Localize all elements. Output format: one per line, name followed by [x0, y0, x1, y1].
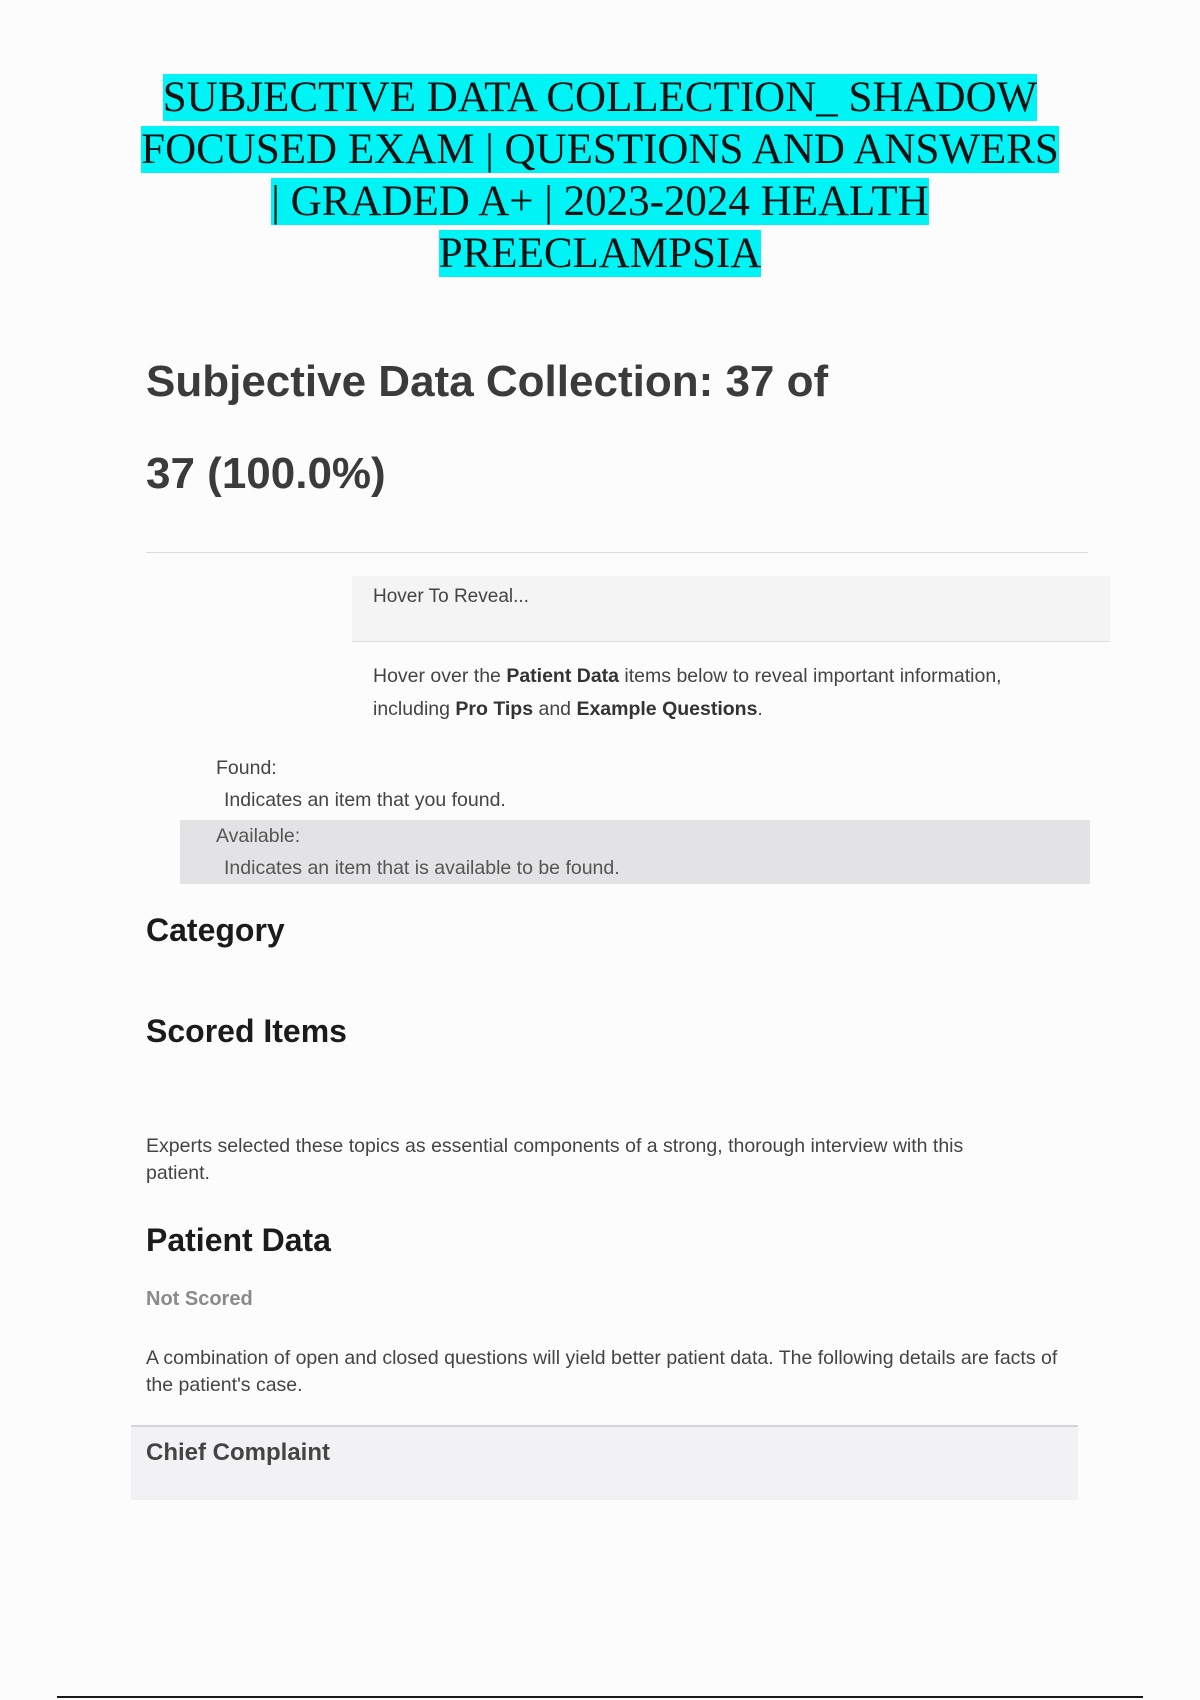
hover-desc-end: .: [757, 698, 763, 720]
footer-rule: [57, 1696, 1143, 1698]
scored-items-description: Experts selected these topics as essential components of a strong, thorough interview with this patient.: [146, 1135, 964, 1184]
title-line-1: SUBJECTIVE DATA COLLECTION_ SHADOW: [162, 74, 1038, 121]
document-title: [100, 72, 1100, 280]
hover-to-reveal-box[interactable]: [352, 576, 1110, 642]
hover-instructions: [373, 660, 1073, 726]
title-line-3: | GRADED A+ | 2023-2024 HEALTH: [271, 178, 929, 225]
example-questions-term: Example Questions: [576, 698, 758, 720]
legend-found: [216, 752, 506, 816]
found-label: Found:: [216, 757, 277, 779]
category-heading: Category: [146, 912, 285, 948]
title-line-2: FOCUSED EXAM | QUESTIONS AND ANSWERS: [141, 126, 1059, 173]
hover-desc-mid1: items below to reveal important information, including: [373, 665, 1002, 720]
hover-desc-mid2: and: [533, 698, 577, 720]
available-desc: Indicates an item that is available to be found.: [224, 857, 620, 879]
chief-complaint-panel[interactable]: [131, 1425, 1078, 1500]
score-line-1: Subjective Data Collection: 37 of: [146, 357, 829, 406]
patient-data-term: Patient Data: [506, 665, 620, 687]
available-label: Available:: [216, 825, 301, 847]
legend-available: [180, 820, 1090, 884]
pro-tips-term: Pro Tips: [455, 698, 534, 720]
scored-items-heading: Scored Items: [146, 1013, 347, 1049]
score-line-2: 37 (100.0%): [146, 449, 386, 498]
patient-data-heading: Patient Data: [146, 1222, 331, 1258]
hover-desc-before: Hover over the: [373, 665, 507, 687]
score-heading: [146, 336, 1046, 520]
patient-data-description: A combination of open and closed questions will yield better patient data. The following details are facts of the patient's case.: [146, 1347, 1058, 1396]
title-line-4: PREECLAMPSIA: [438, 230, 762, 277]
chief-complaint-label: Chief Complaint: [146, 1439, 330, 1466]
not-scored-label: Not Scored: [146, 1288, 253, 1310]
hover-label: Hover To Reveal...: [373, 586, 529, 607]
found-desc: Indicates an item that you found.: [224, 789, 506, 811]
divider: [146, 552, 1088, 553]
